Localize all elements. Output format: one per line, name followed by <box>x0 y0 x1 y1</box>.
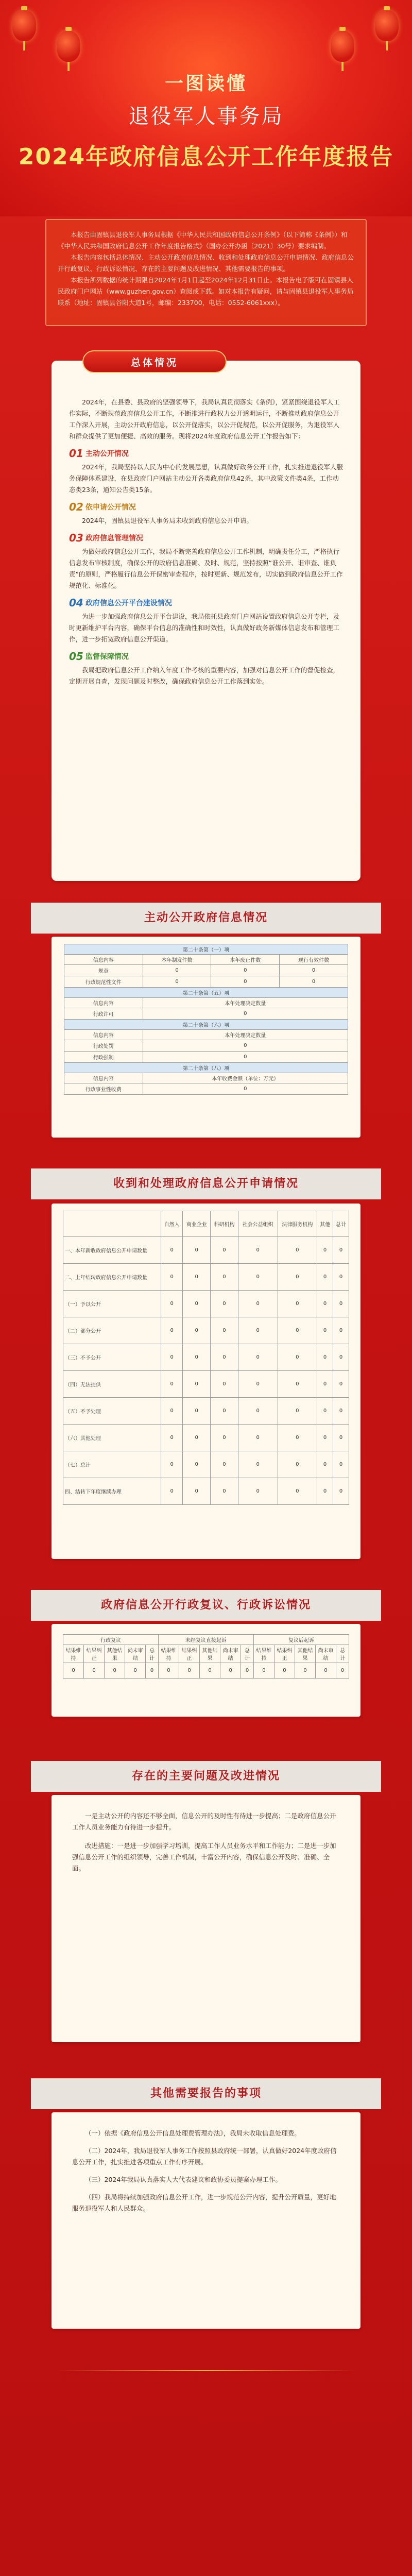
table-cell: 0 <box>211 976 280 988</box>
other-item: （一）依据《政府信息公开信息处理费管理办法》，我局未收取信息处理费。 <box>85 2129 301 2137</box>
intro-box <box>45 219 367 326</box>
active-card <box>52 937 360 1138</box>
overview-section <box>69 650 343 687</box>
table-cell: 0 <box>183 1237 211 1264</box>
table-row <box>63 1317 349 1344</box>
section-number: 03 <box>69 532 83 544</box>
table-cell: 0 <box>143 1083 348 1095</box>
table-cell: 0 <box>278 1317 317 1344</box>
overview-section <box>69 532 343 591</box>
table-cell: 0 <box>238 1451 278 1478</box>
table-row-label: （三）不予公开 <box>63 1344 161 1371</box>
table-cell: 0 <box>84 1663 105 1679</box>
table-cell: 0 <box>211 1237 238 1264</box>
table-row <box>64 1008 348 1020</box>
other-item: （二）2024年，我局退役军人事务工作按照县政府统一部署，认真做好2024年度政府信息公开工作，扎实推进各项重点工作有序开展。 <box>72 2147 337 2166</box>
table-col-header: 总计 <box>336 1645 349 1663</box>
table-cell: 行政强制 <box>64 1052 143 1063</box>
table-cell: 0 <box>183 1264 211 1291</box>
table-cell: 行政事业性收费 <box>64 1083 143 1095</box>
table-row <box>63 1371 349 1398</box>
table-cell: 0 <box>317 1398 333 1425</box>
table-cell: 0 <box>317 1291 333 1317</box>
problems-paragraph: 改进措施：一是进一步加强学习培训，提高工作人员业务水平和工作能力；二是进一步加强信息公开工作的组织领导，完善工作机制，丰富公开内容，确保信息公开及时、准确、全面。 <box>72 1842 336 1872</box>
table-cell: 0 <box>317 1237 333 1264</box>
table-cell: 0 <box>183 1371 211 1398</box>
apply-table <box>63 1211 349 1505</box>
table-group-header: 第二十条第（一）项 <box>64 944 348 955</box>
section-text: 为做好政府信息公开工作，我局不断完善政府信息公开工作机制，明确责任分工，严格执行信息发布审核制度，确保公开的政府信息准确、及时、规范，坚持按照“谁公开、谁审查、谁负责”的原则，严格履行信息公开保密审查程序，按时更新、规范发布，切实做到政府信息公开工作规范化、标准化。 <box>69 548 343 589</box>
lantern-icon <box>331 31 354 62</box>
table-cell: 0 <box>316 1663 336 1679</box>
table-cell: 0 <box>143 1040 348 1052</box>
table-cell: 0 <box>211 1398 238 1425</box>
table-cell: 0 <box>333 1264 349 1291</box>
apply-card <box>52 1204 360 1559</box>
table-cell: 0 <box>161 1398 183 1425</box>
table-col-header: 结果纠正 <box>84 1645 105 1663</box>
overview-sections <box>69 447 343 687</box>
table-row-label: （七）总计 <box>63 1451 161 1478</box>
table-cell: 0 <box>333 1425 349 1451</box>
table-cell: 0 <box>333 1371 349 1398</box>
table-cell: 0 <box>211 1291 238 1317</box>
table-cell: 0 <box>211 1371 238 1398</box>
table-row-label: 四、结转下年度继续办理 <box>63 1478 161 1505</box>
table-row <box>63 1398 349 1425</box>
table-cell: 0 <box>238 1237 278 1264</box>
table-cell: 0 <box>220 1663 241 1679</box>
table-cell: 0 <box>317 1425 333 1451</box>
problems-card <box>52 1795 360 2042</box>
table-row-label: （四）无法提供 <box>63 1371 161 1398</box>
table-cell: 0 <box>183 1344 211 1371</box>
overview-lead: 2024年，在县委、县政府的坚强领导下，我局认真贯彻落实《条例》，紧紧围绕退役军人工作实际，不断规范政府信息公开工作，不断推进行政权力公开透明运行，不断推动政府信息公开工作深入开展，主动公开政府信息，以公开促落实，以公开促规范，以公开促服务，为退役军人和群众提供了更加便捷、高效的服务。现将2024年度政府信息公开工作报告如下： <box>69 398 340 440</box>
lantern-icon <box>57 31 80 62</box>
table-col-header: 尚未审结 <box>316 1645 336 1663</box>
table-cell: 0 <box>161 1317 183 1344</box>
section-text: 2024年，固镇县退役军人事务局未收到政府信息公开申请。 <box>82 517 253 524</box>
hero-title-2: 退役军人事务局 <box>128 105 284 128</box>
table-cell: 0 <box>146 1663 159 1679</box>
table-col-header: 尚未审结 <box>220 1645 241 1663</box>
table-row-label: （六）其他处理 <box>63 1425 161 1451</box>
footer-divider <box>56 2370 356 2371</box>
table-col-header: 其他结果 <box>105 1645 125 1663</box>
overview-section <box>69 597 343 645</box>
table-col-header: 本年处理决定数量 <box>143 1030 348 1040</box>
table-cell: 0 <box>317 1344 333 1371</box>
table-cell: 0 <box>161 1425 183 1451</box>
table-cell: 0 <box>278 1425 317 1451</box>
section-title: 政府信息管理情况 <box>85 534 143 543</box>
active-table <box>64 944 348 1095</box>
apply-title: 收到和处理政府信息公开申请情况 <box>31 1168 381 1199</box>
table-row <box>63 1478 349 1505</box>
table-col-header: 商业企业 <box>183 1211 211 1237</box>
table-cell: 0 <box>105 1663 125 1679</box>
table-col-header: 信息内容 <box>64 1073 143 1083</box>
table-col-header: 结果维持 <box>253 1645 274 1663</box>
section-heading <box>69 447 343 460</box>
table-row <box>63 1344 349 1371</box>
other-title: 其他需要报告的事项 <box>31 2078 381 2109</box>
table-row <box>63 1264 349 1291</box>
table-cell: 0 <box>143 965 211 976</box>
table-group-header: 第二十条第（八）项 <box>64 1063 348 1073</box>
table-cell: 0 <box>238 1425 278 1451</box>
table-row-label: 一、本年新收政府信息公开申请数量 <box>63 1237 161 1264</box>
table-cell: 0 <box>211 1344 238 1371</box>
table-cell: 0 <box>161 1344 183 1371</box>
table-row-label: 二、上年结转政府信息公开申请数量 <box>63 1264 161 1291</box>
overview-card <box>52 361 360 881</box>
table-group-header: 行政复议 <box>63 1635 159 1645</box>
section-heading <box>69 532 343 544</box>
table-row <box>64 1040 348 1052</box>
review-card <box>52 1624 360 1717</box>
table-col-header: 本年收费金额（单位：万元） <box>143 1073 348 1083</box>
table-cell: 0 <box>158 1663 179 1679</box>
table-cell: 规章 <box>64 965 143 976</box>
table-col-header: 其他 <box>317 1211 333 1237</box>
table-cell: 0 <box>333 1398 349 1425</box>
table-col-header: 本年处理决定数量 <box>143 998 348 1008</box>
other-item: （四）我局将持续加强政府信息公开工作，进一步规范公开内容，提升公开质量，更好地服务退役军人和人民群众。 <box>72 2193 336 2212</box>
table-cell: 0 <box>333 1317 349 1344</box>
table-cell: 0 <box>211 1451 238 1478</box>
table-row <box>64 1052 348 1063</box>
table-col-header: 法律服务机构 <box>278 1211 317 1237</box>
section-title: 主动公开情况 <box>85 450 129 458</box>
table-cell: 0 <box>211 1264 238 1291</box>
table-cell: 0 <box>143 1052 348 1063</box>
table-cell: 行政处罚 <box>64 1040 143 1052</box>
section-number: 05 <box>69 650 83 663</box>
section-text: 2024年，我局坚持以人民为中心的发展思想，认真做好政务公开工作，扎实推进退役军人服务保障体系建设，在县政府门户网站主动公开各类政府信息42条，其中政策文件类4条，工作动态类23条，通知公告类15条。 <box>69 463 343 494</box>
table-group-header: 未经复议直接起诉 <box>158 1635 253 1645</box>
table-cell: 0 <box>238 1291 278 1317</box>
intro-paragraph: 本报告内容包括总体情况、主动公开政府信息情况、收到和处理政府信息公开申请情况、政府信息公开行政复议、行政诉讼情况、存在的主要问题及改进情况、其他需要报告的事项。 <box>58 253 354 273</box>
table-cell: 0 <box>211 1478 238 1505</box>
table-group-header: 第二十条第（六）项 <box>64 1020 348 1030</box>
table-row <box>63 1425 349 1451</box>
intro-paragraph: 本报告由固镇县退役军人事务局根据《中华人民共和国政府信息公开条例》（以下简称《条例》）和《中华人民共和国政府信息公开工作年度报告格式》（国办公开办函〔2021〕30号）要求编制。 <box>58 231 348 250</box>
table-cell: 0 <box>161 1371 183 1398</box>
table-col-header: 信息内容 <box>64 1030 143 1040</box>
overview-title: 总体情况 <box>82 350 227 373</box>
table-col-header: 科研机构 <box>211 1211 238 1237</box>
table-cell: 行政许可 <box>64 1008 143 1020</box>
table-cell: 0 <box>317 1451 333 1478</box>
table-col-header: 总计 <box>146 1645 159 1663</box>
table-cell: 0 <box>317 1264 333 1291</box>
hero-banner <box>0 0 412 216</box>
table-cell: 行政规范性文件 <box>64 976 143 988</box>
table-cell: 0 <box>333 1237 349 1264</box>
intro-paragraph: 本报告所列数据的统计期限自2024年1月1日起至2024年12月31日止。本报告电子版可在固镇县人民政府门户网站（www.guzhen.gov.cn）查阅或下载。如对本报告有疑问，请与固镇县退役军人事务局联系（地址：固镇县谷阳大道1号，邮编：233700，电话：0552-6061xxx）。 <box>58 276 354 307</box>
lantern-icon <box>12 10 36 41</box>
table-cell: 0 <box>280 976 348 988</box>
table-col-header: 结果维持 <box>158 1645 179 1663</box>
table-group-header: 复议后起诉 <box>253 1635 349 1645</box>
table-col-header: 信息内容 <box>64 955 143 965</box>
table-group-header: 第二十条第（五）项 <box>64 988 348 998</box>
problems-title: 存在的主要问题及改进情况 <box>31 1761 381 1792</box>
table-cell: 0 <box>317 1317 333 1344</box>
section-number: 04 <box>69 597 83 609</box>
section-heading <box>69 501 343 513</box>
section-title: 依申请公开情况 <box>85 503 136 512</box>
table-col-header: 本年废止件数 <box>211 955 280 965</box>
table-cell: 0 <box>238 1317 278 1344</box>
table-col-header: 其他结果 <box>295 1645 316 1663</box>
table-row <box>64 965 348 976</box>
table-row <box>63 1451 349 1478</box>
table-col-header: 结果纠正 <box>179 1645 200 1663</box>
overview-section <box>69 447 343 496</box>
table-col-header: 现行有效件数 <box>280 955 348 965</box>
table-cell: 0 <box>253 1663 274 1679</box>
table-cell: 0 <box>333 1344 349 1371</box>
table-cell: 0 <box>278 1398 317 1425</box>
table-cell: 0 <box>200 1663 220 1679</box>
review-table <box>63 1634 349 1679</box>
section-text: 我局把政府信息公开工作纳入年度工作考核的重要内容，加强对信息公开工作的督促检查，定期开展自查，发现问题及时整改，确保政府信息公开工作落到实处。 <box>69 666 340 685</box>
other-items <box>72 2128 340 2214</box>
table-corner <box>63 1211 161 1237</box>
table-cell: 0 <box>278 1344 317 1371</box>
table-col-header: 尚未审结 <box>125 1645 146 1663</box>
section-title: 监督保障情况 <box>85 653 129 661</box>
review-title: 政府信息公开行政复议、行政诉讼情况 <box>31 1590 381 1621</box>
section-heading <box>69 597 343 609</box>
table-row-label: （一）予以公开 <box>63 1291 161 1317</box>
table-cell: 0 <box>241 1663 254 1679</box>
other-card <box>52 2112 360 2329</box>
table-cell: 0 <box>317 1478 333 1505</box>
table-cell: 0 <box>161 1264 183 1291</box>
table-cell: 0 <box>295 1663 316 1679</box>
table-cell: 0 <box>179 1663 200 1679</box>
table-cell: 0 <box>278 1264 317 1291</box>
table-cell: 0 <box>143 976 211 988</box>
table-cell: 0 <box>161 1237 183 1264</box>
table-cell: 0 <box>238 1398 278 1425</box>
table-cell: 0 <box>211 1425 238 1451</box>
other-item: （三）2024年我局认真落实人大代表建议和政协委员提案办理工作。 <box>85 2176 282 2183</box>
table-col-header: 结果纠正 <box>274 1645 295 1663</box>
table-cell: 0 <box>63 1663 84 1679</box>
table-cell: 0 <box>161 1478 183 1505</box>
table-cell: 0 <box>183 1425 211 1451</box>
table-cell: 0 <box>143 1008 348 1020</box>
table-cell: 0 <box>333 1478 349 1505</box>
table-cell: 0 <box>336 1663 349 1679</box>
table-cell: 0 <box>161 1291 183 1317</box>
table-row-label: （五）不予处理 <box>63 1398 161 1425</box>
table-col-header: 信息内容 <box>64 998 143 1008</box>
table-col-header: 自然人 <box>161 1211 183 1237</box>
overview-section <box>69 501 343 527</box>
table-cell: 0 <box>317 1371 333 1398</box>
table-cell: 0 <box>183 1291 211 1317</box>
section-heading <box>69 650 343 663</box>
table-col-header: 其他结果 <box>200 1645 220 1663</box>
table-cell: 0 <box>278 1237 317 1264</box>
table-cell: 0 <box>183 1398 211 1425</box>
table-cell: 0 <box>333 1451 349 1478</box>
table-cell: 0 <box>183 1451 211 1478</box>
hero-title-1: 一图读懂 <box>164 73 247 94</box>
table-cell: 0 <box>238 1344 278 1371</box>
section-title: 政府信息公开平台建设情况 <box>85 599 172 607</box>
table-row-label: （二）部分公开 <box>63 1317 161 1344</box>
table-cell: 0 <box>238 1478 278 1505</box>
table-cell: 0 <box>278 1371 317 1398</box>
table-cell: 0 <box>211 965 280 976</box>
section-number: 02 <box>69 501 83 513</box>
table-cell: 0 <box>125 1663 146 1679</box>
hero-title-3: 2024年政府信息公开工作年度报告 <box>18 144 394 170</box>
lantern-icon <box>375 10 399 41</box>
table-row <box>63 1663 349 1679</box>
table-cell: 0 <box>183 1478 211 1505</box>
section-text: 为进一步加强政府信息公开平台建设，我局依托县政府门户网站设置政府信息公开专栏，及时更新维护平台内容，确保平台信息的准确性和时效性，认真做好政务新媒体信息发布和管理工作，进一步拓宽政府信息公开渠道。 <box>69 613 340 643</box>
table-col-header: 总计 <box>333 1211 349 1237</box>
table-cell: 0 <box>183 1317 211 1344</box>
table-cell: 0 <box>280 965 348 976</box>
table-row <box>64 976 348 988</box>
table-col-header: 结果维持 <box>63 1645 84 1663</box>
table-col-header: 社会公益组织 <box>238 1211 278 1237</box>
section-number: 01 <box>69 447 83 460</box>
active-title: 主动公开政府信息情况 <box>31 903 381 934</box>
table-cell: 0 <box>238 1371 278 1398</box>
table-cell: 0 <box>278 1478 317 1505</box>
table-cell: 0 <box>333 1291 349 1317</box>
table-col-header: 总计 <box>241 1645 254 1663</box>
problems-paragraph: 一是主动公开的内容还不够全面，信息公开的及时性有待进一步提高；二是政府信息公开工作人员业务能力有待进一步提升。 <box>72 1812 336 1831</box>
table-row <box>63 1291 349 1317</box>
table-cell: 0 <box>211 1317 238 1344</box>
table-cell: 0 <box>278 1451 317 1478</box>
table-cell: 0 <box>238 1264 278 1291</box>
table-row <box>63 1237 349 1264</box>
table-row <box>64 1083 348 1095</box>
table-cell: 0 <box>274 1663 295 1679</box>
table-col-header: 本年制发件数 <box>143 955 211 965</box>
table-cell: 0 <box>161 1451 183 1478</box>
table-cell: 0 <box>278 1291 317 1317</box>
